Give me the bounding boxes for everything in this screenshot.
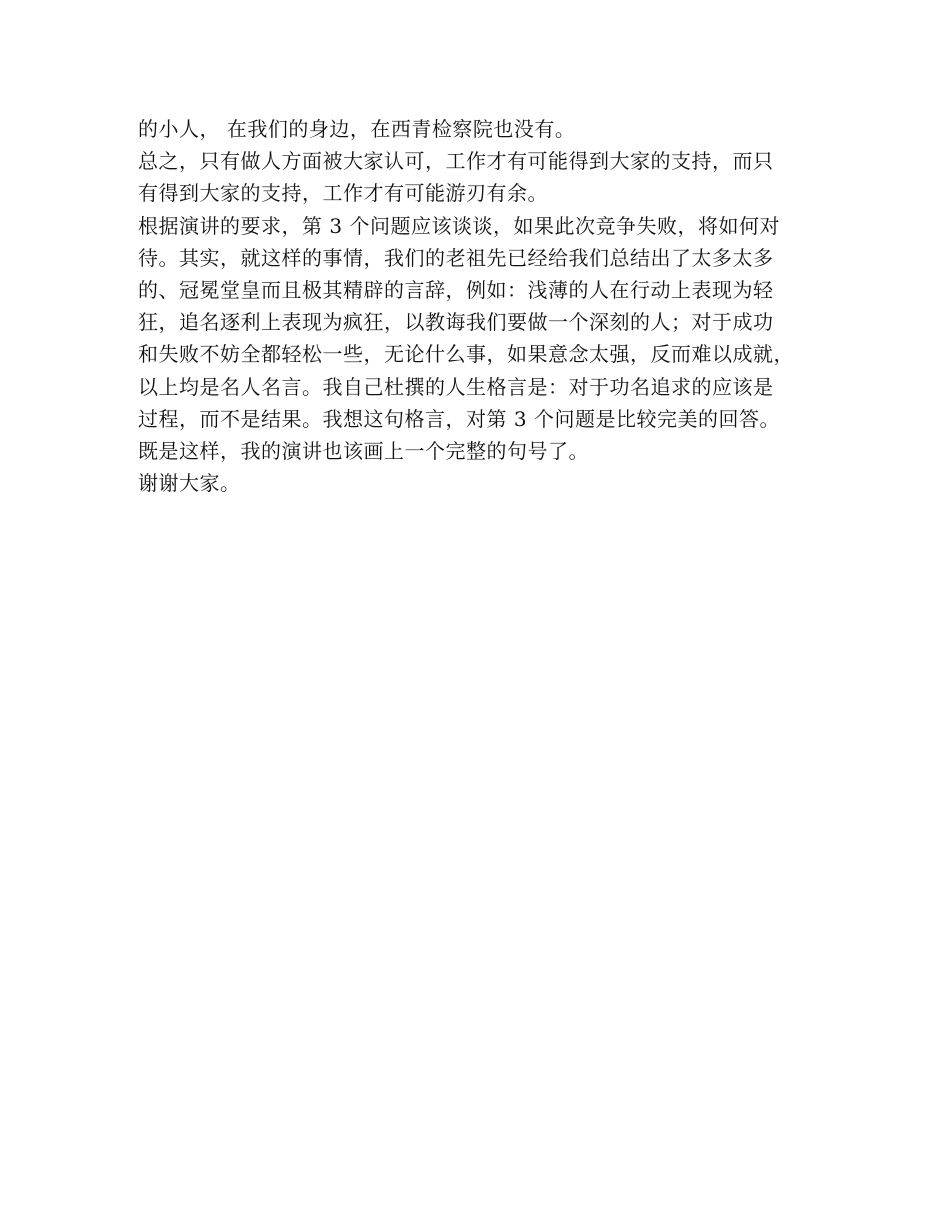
text-line: 的、冠冕堂皇而且极其精辟的言辞，例如：浅薄的人在行动上表现为轻: [138, 277, 774, 302]
text-line: 的小人， 在我们的身边，在西青检察院也没有。: [138, 117, 576, 141]
text-line: 待。其实，就这样的事情，我们的老祖先已经给我们总结出了太多太多: [138, 245, 774, 270]
text-line: 总之，只有做人方面被大家认可，工作才有可能得到大家的支持，而只: [138, 149, 774, 174]
text-line: 有得到大家的支持，工作才有可能游刃有余。: [138, 181, 548, 206]
text-line: 既是这样，我的演讲也该画上一个完整的句号了。: [138, 438, 589, 463]
text-line: 根据演讲的要求，第 3 个问题应该谈谈，如果此次竞争失败，将如何对: [138, 213, 780, 238]
text-line: 谢谢大家。: [138, 471, 241, 496]
text-line: 过程，而不是结果。我想这句格言，对第 3 个问题是比较完美的回答。: [138, 406, 780, 431]
document-body: [138, 113, 828, 499]
text-line: 和失败不妨全都轻松一些，无论什么事，如果意念太强，反而难以成就，: [138, 342, 794, 367]
text-line: 以上均是名人名言。我自己杜撰的人生格言是：对于功名追求的应该是: [138, 374, 774, 399]
text-line: 狂，追名逐利上表现为疯狂，以教诲我们要做一个深刻的人；对于成功: [138, 310, 774, 335]
